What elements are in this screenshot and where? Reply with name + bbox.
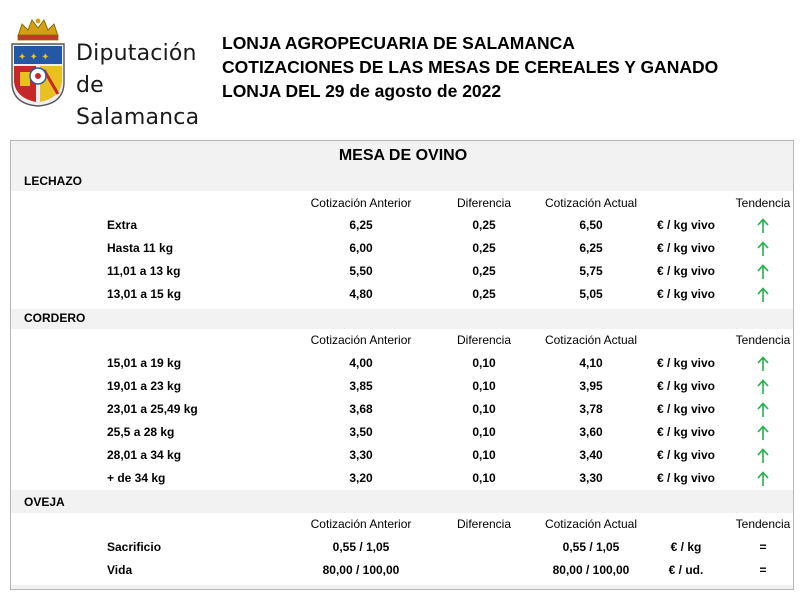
col-header-curr: Cotización Actual: [544, 517, 638, 531]
row-prev: 3,68: [349, 402, 373, 416]
row-diff: 0,25: [472, 287, 496, 301]
row-unit: € / kg vivo: [656, 264, 716, 278]
col-header-prev: Cotización Anterior: [310, 517, 412, 531]
up-arrow-icon: [723, 398, 800, 420]
row-unit: € / kg vivo: [656, 356, 716, 370]
row-prev: 5,50: [349, 264, 373, 278]
row-diff: 0,10: [472, 379, 496, 393]
row-prev: 6,25: [349, 218, 373, 232]
title-cotizaciones: COTIZACIONES DE LAS MESAS DE CEREALES Y GANADO: [222, 57, 719, 77]
row-unit: € / kg vivo: [656, 471, 716, 485]
column-header-row: [11, 513, 793, 535]
row-diff: 0,10: [472, 471, 496, 485]
row-label: + de 34 kg: [107, 471, 166, 485]
col-header-trend: Tendencia: [735, 196, 791, 210]
col-header-diff: Diferencia: [456, 333, 512, 347]
table-row: [11, 536, 793, 558]
table-row: [11, 559, 793, 581]
col-header-prev: Cotización Anterior: [310, 333, 412, 347]
table-title: MESA DE OVINO: [338, 147, 468, 164]
row-curr: 4,10: [579, 356, 603, 370]
row-unit: € / kg: [670, 540, 702, 554]
row-prev: 3,50: [349, 425, 373, 439]
table-row: [11, 467, 793, 489]
row-curr: 6,25: [579, 241, 603, 255]
up-arrow-icon: [723, 421, 800, 443]
row-prev: 3,20: [349, 471, 373, 485]
up-arrow-icon: [723, 237, 800, 259]
col-header-trend: Tendencia: [735, 517, 791, 531]
document-titles: [222, 31, 718, 103]
row-label: Hasta 11 kg: [107, 241, 174, 255]
row-diff: 0,25: [472, 241, 496, 255]
row-unit: € / kg vivo: [656, 241, 716, 255]
row-curr: 5,05: [579, 287, 603, 301]
row-curr: 6,50: [579, 218, 603, 232]
row-curr: 3,40: [579, 448, 603, 462]
page-header: [0, 0, 800, 130]
row-label: Vida: [107, 563, 133, 577]
svg-text:✦ ✦ ✦: ✦ ✦ ✦: [18, 52, 50, 63]
row-unit: € / kg vivo: [656, 287, 716, 301]
table-row: [11, 444, 793, 466]
row-curr: 3,60: [579, 425, 603, 439]
up-arrow-icon: [723, 214, 800, 236]
row-diff: 0,10: [472, 425, 496, 439]
column-header-row: [11, 192, 793, 214]
row-label: 23,01 a 25,49 kg: [107, 402, 198, 416]
col-header-diff: Diferencia: [456, 517, 512, 531]
section-label-cordero: CORDERO: [24, 311, 86, 325]
table-row: [11, 375, 793, 397]
row-label: Sacrificio: [107, 540, 162, 554]
row-unit: € / kg vivo: [656, 448, 716, 462]
row-curr: 3,95: [579, 379, 603, 393]
up-arrow-icon: [723, 352, 800, 374]
col-header-curr: Cotización Actual: [544, 196, 638, 210]
row-label: 19,01 a 23 kg: [107, 379, 182, 393]
row-diff: 0,10: [472, 356, 496, 370]
row-label: 28,01 a 34 kg: [107, 448, 182, 462]
diputacion-logo: [10, 16, 200, 130]
row-prev: 6,00: [349, 241, 373, 255]
row-label: 11,01 a 13 kg: [107, 264, 181, 278]
column-header-row: [11, 329, 793, 351]
row-prev: 80,00 / 100,00: [322, 563, 400, 577]
col-header-diff: Diferencia: [456, 196, 512, 210]
col-header-prev: Cotización Anterior: [310, 196, 412, 210]
up-arrow-icon: [723, 260, 800, 282]
row-unit: € / kg vivo: [656, 425, 716, 439]
table-row: [11, 214, 793, 236]
table-row: [11, 352, 793, 374]
row-diff: 0,25: [472, 264, 496, 278]
row-curr: 5,75: [579, 264, 603, 278]
row-prev: 0,55 / 1,05: [332, 540, 390, 554]
row-curr: 3,78: [579, 402, 603, 416]
row-curr: 80,00 / 100,00: [552, 563, 630, 577]
row-prev: 4,00: [349, 356, 373, 370]
up-arrow-icon: [723, 444, 800, 466]
row-label: 25,5 a 28 kg: [107, 425, 175, 439]
row-curr: 3,30: [579, 471, 603, 485]
table-row: [11, 398, 793, 420]
row-curr: 0,55 / 1,05: [562, 540, 620, 554]
up-arrow-icon: [723, 467, 800, 489]
row-unit: € / ud.: [668, 563, 704, 577]
col-header-curr: Cotización Actual: [544, 333, 638, 347]
row-prev: 4,80: [349, 287, 373, 301]
ovino-table: [10, 140, 794, 590]
row-diff: 0,10: [472, 402, 496, 416]
up-arrow-icon: [723, 283, 800, 305]
row-prev: 3,85: [349, 379, 373, 393]
row-unit: € / kg vivo: [656, 218, 716, 232]
table-row: [11, 237, 793, 259]
title-date: LONJA DEL 29 de agosto de 2022: [222, 81, 502, 101]
row-diff: 0,10: [472, 448, 496, 462]
coat-of-arms-icon: [10, 16, 66, 108]
row-prev: 3,30: [349, 448, 373, 462]
section-label-oveja: OVEJA: [24, 495, 65, 509]
title-lonja: LONJA AGROPECUARIA DE SALAMANCA: [222, 33, 575, 53]
row-label: 15,01 a 19 kg: [107, 356, 182, 370]
logo-line-1: Diputación: [76, 41, 197, 66]
row-trend-equal: =: [759, 563, 767, 577]
row-label: Extra: [107, 218, 138, 232]
row-trend-equal: =: [759, 540, 767, 554]
table-row: [11, 283, 793, 305]
logo-wordmark: [76, 38, 199, 134]
logo-line-2: de Salamanca: [76, 73, 200, 130]
row-unit: € / kg vivo: [656, 379, 716, 393]
table-row: [11, 421, 793, 443]
row-diff: 0,25: [472, 218, 496, 232]
col-header-trend: Tendencia: [735, 333, 791, 347]
section-label-lechazo: LECHAZO: [24, 174, 82, 188]
row-label: 13,01 a 15 kg: [107, 287, 182, 301]
up-arrow-icon: [723, 375, 800, 397]
row-unit: € / kg vivo: [656, 402, 716, 416]
table-row: [11, 260, 793, 282]
